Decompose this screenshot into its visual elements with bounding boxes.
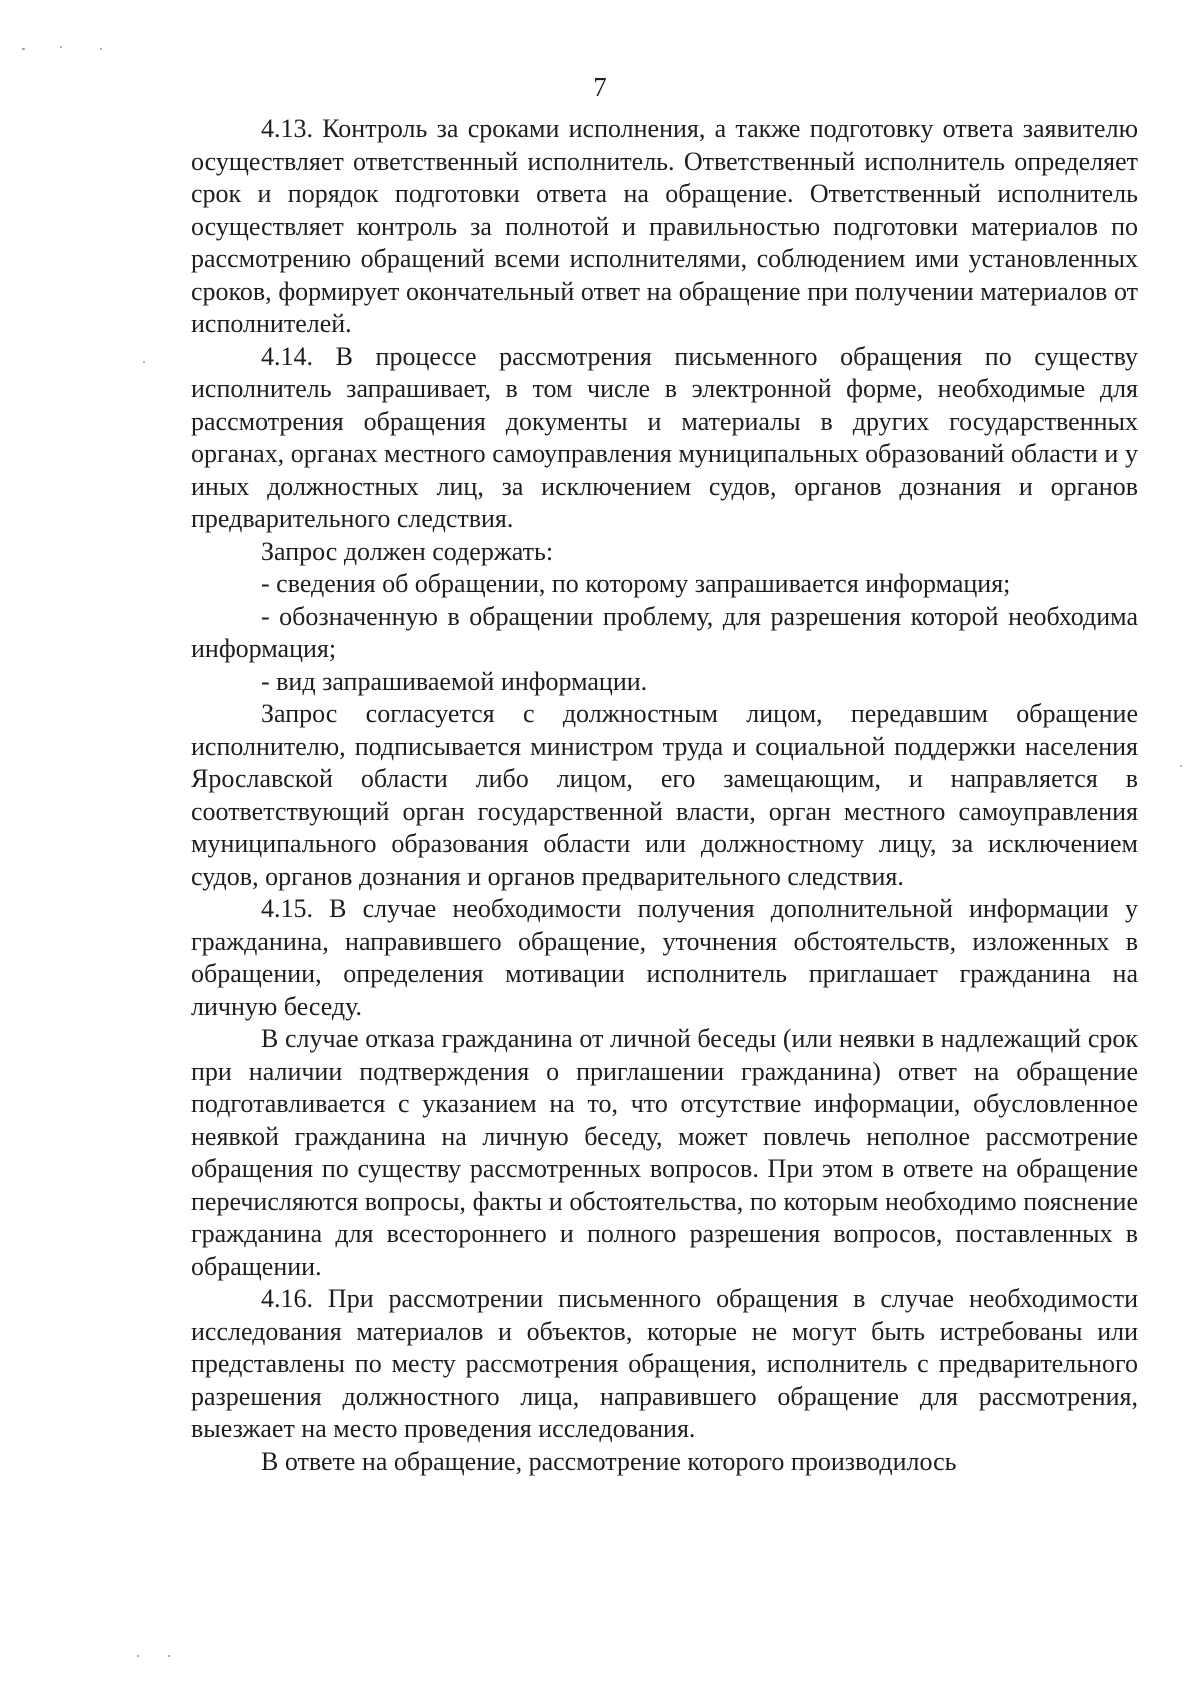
scan-speck xyxy=(137,1655,139,1657)
paragraph-4-15: 4.15. В случае необходимости получения дополнительной информации у гражданина, направившего обращение, уточнения обстоятельств, изложенных в обращении, определения мотивации исполнитель приглашает гражданина на личную беседу. xyxy=(191,894,1138,1021)
paragraph-4-14: 4.14. В процессе рассмотрения письменного обращения по существу исполнитель запрашивает, в том числе в электронной форме, необходимые для рассмотрения обращения документы и материалы в других государственных органах, органах местного самоуправления муниципальных образований области и у иных должностных лиц, за исключением судов, органов дознания и органов предварительного следствия. xyxy=(191,341,1138,533)
list-item-request-info: - сведения об обращении, по которому запрашивается информация; xyxy=(261,569,1011,598)
scan-speck xyxy=(60,46,62,48)
scan-speck xyxy=(100,48,102,50)
paragraph-request-approval: Запрос согласуется с должностным лицом, передавшим обращение исполнителю, подписывается министром труда и социальной поддержки населения Ярославской области либо лицом, его замещающим, и направляется в соответствующий орган государственной власти, орган местного самоуправления муниципального образования области или должностному лицу, за исключением судов, органов дознания и органов предварительного следствия. xyxy=(191,699,1138,891)
paragraph-refusal: В случае отказа гражданина от личной беседы (или неявки в надлежащий срок при наличии подтверждения о приглашении гражданина) ответ на обращение подготавливается с указанием на то, что отсутствие информации, обусловленное неявкой гражданина на личную беседу, может повлечь неполное рассмотрение обращения по существу рассмотренных вопросов. При этом в ответе на обращение перечисляются вопросы, факты и обстоятельства, по которым необходимо пояснение гражданина для всестороннего и полного разрешения вопросов, поставленных в обращении. xyxy=(191,1024,1138,1281)
paragraph-answer-start: В ответе на обращение, рассмотрение которого производилось xyxy=(261,1446,957,1476)
list-item-request-problem: - обозначенную в обращении проблему, для разрешения которой необходима информация; xyxy=(191,601,1138,663)
paragraph-request-contents: Запрос должен содержать: xyxy=(261,536,554,566)
scan-speck xyxy=(22,48,25,50)
scan-speck xyxy=(1180,765,1182,767)
scan-speck xyxy=(168,1655,170,1657)
scan-speck xyxy=(143,361,145,363)
list-item-request-type: - вид запрашиваемой информации. xyxy=(261,666,648,696)
document-body xyxy=(191,113,1138,1478)
paragraph-4-13: 4.13. Контроль за сроками исполнения, а также подготовку ответа заявителю осуществляет ответственный исполнитель. Ответственный исполнитель определяет срок и порядок подготовки ответа на обращение. Ответственный исполнитель осуществляет контроль за полнотой и правильностью подготовки материалов по рассмотрению обращений всеми исполнителями, соблюдением ими установленных сроков, формирует окончательный ответ на обращение при получении материалов от исполнителей. xyxy=(191,114,1138,338)
page-number: 7 xyxy=(593,72,607,102)
paragraph-4-16: 4.16. При рассмотрении письменного обращения в случае необходимости исследования материалов и объектов, которые не могут быть истребованы или представлены по месту рассмотрения обращения, исполнитель с предварительного разрешения должностного лица, направившего обращение для рассмотрения, выезжает на место проведения исследования. xyxy=(191,1284,1138,1443)
